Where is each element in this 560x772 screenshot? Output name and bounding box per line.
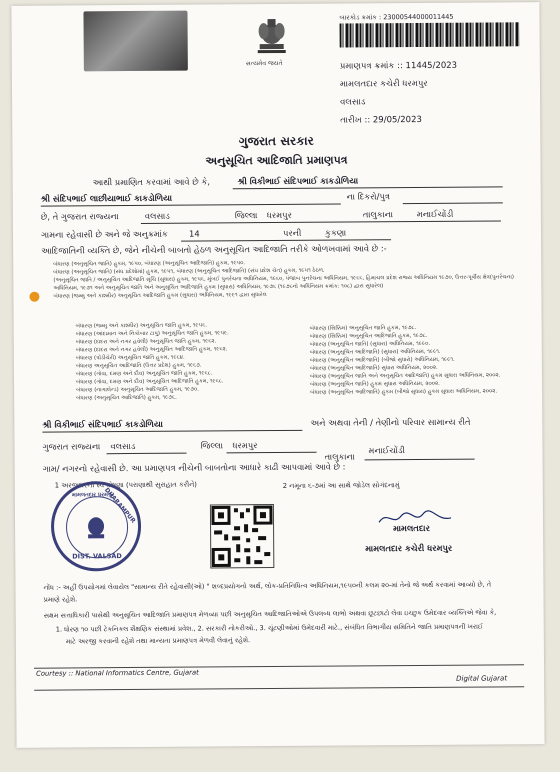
serial-prefix: ગામના રહેવાસી છે અને જે અનુક્રમાંક: [40, 228, 168, 240]
state-prefix: છે, તે ગુજરાત રાજ્યના: [40, 211, 119, 222]
basis-item-1: 1 અરજદારની સ્વ ઘોષણા (પરાણાથી સુરાહાત કરીને): [54, 480, 197, 490]
footer-brand: Digital Gujarat: [456, 674, 508, 683]
order-line: અધિનિયમ, ૧૯૭૧ અને અનુસૂચિત જાતિ અને અનુસૂચિત આદિજાતિ હુકમ (સુધારા) અધિનિયમ, ૧૯૭૬ (૧૯૭૬નો અધિનિયમ ક્રમાંક: ૧૦૮) દ્વારા સુધારેલ): [53, 283, 384, 292]
order-left: બંધારણ (ગોવા, દમણ અને દીવ) અનુસૂચિત જાતિ હુકમ, ૧૯૬૮.: [75, 370, 213, 378]
order-line: બંધારણ (અનુસૂચિત જાતિ) હુકમ, ૧૯૫૦, બંધારણ (અનુસૂચિત આદિજાતિ) હુકમ, ૧૯૫૦.: [53, 260, 246, 268]
order-right: બંધારણ (અનુસૂચિત જાતિ) (સુધારા) અધિનિયમ, ૧૯૯૦.: [309, 340, 431, 348]
order-right: બંધારણ (અનુસૂચિત આદિજાતિ) (સુધારા) અધિનિયમ, ૧૯૯૧.: [309, 348, 441, 356]
seal-emblem-icon: [84, 514, 108, 540]
note-benefits-list: 1. ધોરણ ૧૦ પછી ટેકનિકલ શૈક્ષણિક સંસ્થામાં પ્રવેશ., 2. સરકારી નોકરીઓ., 3. ચૂંટણીઓમાં ઉમેદવારી માટે., સંબંધિત વિભાગીય સમિતિને જાતિ પ્રમાણપત્રની ખરાઈ: [55, 622, 484, 634]
order-left: બંધારણ અનુસૂચિત આદિજાતિ (ઉત્તર પ્રદેશ) હુકમ, ૧૯૬૭.: [75, 362, 202, 370]
serial-suffix: પરની: [282, 227, 302, 238]
signatory-office: મામલતદાર કચેરી ધરમપુર: [365, 542, 453, 554]
order-line: (અનુસૂચિત જાતિ / અનુસૂચિત આદિજાતિ સૂચિ (સુધારા) હુકમ, ૧૯૫૬, મુંબઈ પુનર્રચના અધિનિયમ, ૧૯૬૦, પંજાબ પુનર્રચના અધિનિયમ, ૧૯૬૬, હિમાચલ પ્રદેશ રાજ્ય અધિનિયમ ૧૯૭૦, ઉત્તર-પૂર્વીય ક્ષેત્ર(પુનર્રચના): [53, 274, 515, 284]
order-left: બંધારણ (આંદામાન અને નિકોબાર ટાપુ) અનુસૂચિત જાતિ હુકમ, ૧૯૫૯.: [75, 330, 229, 338]
barcode: [340, 22, 520, 47]
order-left: બંધારણ (જમ્મુ અને કાશ્મીર) અનુસૂચિત જાતિ હુકમ, ૧૯૫૬.: [75, 322, 207, 330]
son-of-label: ના દિકરો/પુત્ર: [346, 191, 391, 202]
certify-prefix: આથી પ્રમાણિત કરવામાં આવે છે કે,: [92, 176, 211, 188]
applicant-photo: [83, 11, 187, 72]
order-right: બંધારણ (અનુસૂચિત આદિજાતિ) (બીજો સુધારો) અધિનિયમ, ૧૯૯૧.: [309, 356, 455, 364]
order-left: બંધારણ (પોંડીચેરી) અનુસૂચિત જાતિ હુકમ, ૧૯૬૪.: [75, 354, 185, 362]
order-left: બંધારણ (દાદરા અને નગર હવેલી) અનુસૂચિત જાતિ હુકમ, ૧૯૬૨.: [75, 338, 217, 346]
order-right: બંધારણ (અનુસૂચિત આદિજાતિ) સુધારા અધિનિયમ, ૨૦૦૨.: [309, 364, 438, 372]
order-left: બંધારણ (નાગાલેન્ડ) અનુસૂચિત આદિજાતિ હુકમ, ૧૯૭૦.: [76, 386, 200, 394]
note-residence-end: પ્રમાણે રહેશે.: [43, 595, 78, 604]
serial-number: 14: [188, 228, 200, 239]
resident-name: શ્રી વિકીભાઈ સંદિપભાઈ કાકડોળિયા: [42, 418, 163, 430]
order-right: બંધારણ (અનુસૂચિત જાતિ) હુકમ સુધારા અધિનિયમ, ૨૦૦૨.: [310, 380, 440, 388]
certificate-number: પ્રમાણપત્ર ક્રમાંક :: 11445/2023: [339, 60, 458, 72]
tribe-name: કુકણા: [324, 227, 347, 238]
national-emblem-icon: [253, 14, 289, 58]
resident-taluka: ધરમપુર: [232, 440, 258, 451]
order-left: બંધારણ (દાદરા અને નગર હવેલી) અનુસૂચિત આદિજાતિ હુકમ, ૧૯૬૨.: [75, 346, 228, 354]
issuing-district: વલસાડ: [340, 97, 366, 108]
certificate-title: અનુસૂચિત આદિજાતિ પ્રમાણપત્ર: [205, 153, 348, 168]
qr-code-icon: [210, 504, 274, 568]
taluka-name: ધરમપુર: [266, 209, 292, 221]
district-name: વલસાડ: [144, 210, 170, 221]
district-label: જિલ્લા: [234, 210, 258, 221]
order-right: બંધારણ (સિક્કિમ) અનુસૂચિત આદિજાતિ હુકમ, ૧૯૭૮.: [309, 332, 428, 340]
signatory-title: મામલતદાર: [393, 522, 430, 534]
resident-taluka-label: તાલુકાના: [324, 451, 355, 462]
courtesy-text: Courtesy :: National Informatics Centre, Gujarat: [36, 668, 199, 678]
certificate-sheet: [11, 2, 544, 748]
note-benefits: સક્ષમ સત્તાધિકારી પાસેથી અનુસૂચિત આદિજાતિ પ્રમાણપત્ર મેળવ્યા પછી અનુસૂચિત આદિજાતિઓએ ઉપલબ્ધ લાભો અથવા છૂટછાટો લેવા ઇચ્છુક ઉમેદવાર વ્યક્તિએ જેવા કે,: [43, 608, 497, 620]
footer-divider: [34, 664, 524, 668]
issuing-office: મામલતદાર કચેરી ધરમપુર: [339, 78, 428, 90]
holder-name: શ્રી વિકીભાઈ સંદિપભાઈ કાકડોળિયા: [237, 175, 359, 187]
order-line: બંધારણ (જમ્મુ અને કાશ્મીર) અનુસૂચિત આદિજાતિ હુકમ (સુધારા) અધિનિયમ, ૧૯૯૧ દ્વારા સુધારેલ: [53, 292, 267, 300]
resident-state-prefix: ગુજરાત રાજ્યના: [42, 441, 101, 452]
government-title: ગુજરાત સરકાર: [238, 133, 314, 149]
resident-suffix: અને અથવા તેની / તેણીનો પરિવાર સામાન્ય રીતે: [310, 416, 471, 428]
resident-district: વલસાડ: [110, 440, 136, 452]
resident-village: મનાઈચોંડી: [368, 445, 406, 456]
order-right: બંધારણ (અનુસૂચિત જાતિ અને અનુસૂચિત આદિજાતિ) હુકમ સુધારા અધિનિયમ, ૨૦૦૨.: [309, 372, 501, 380]
note-residence: નોંધ :- અહીં ઉપયોગમાં લેવાયેલ "સામાન્ય રીતે રહેવાસી(ઓ) " શબ્દપ્રયોગનો અર્થ, લોક-પ્રતિનિધિત્વ અધિનિયમ,૧૯૫૦ની કલમ ૨૦-માં તેનો જે અર્થ કરવામાં આવ્યો છે, તે: [43, 580, 492, 592]
father-name: શ્રી સંદિપભાઈ લાછીયાભાઈ કાકડોળિયા: [40, 192, 173, 204]
issue-date: તારીખ :: 29/05/2023: [340, 114, 422, 126]
recognition-line: આદિજાતિની વ્યક્તિ છે, જેને નીચેની બાબતો હેઠળ અનુસૂચિત આદિજાતિ તરીકે ઓળખવામાં આવે છે :-: [41, 243, 387, 256]
barcode-number: બારકોડ ક્રમાંક : 23000544000011445: [339, 12, 454, 22]
note-benefits-end: માટે અરજી કરવાની રહેશે તથા માન્યતા પ્રમાણપત્ર મેળવી લેવાનું રહેશે.: [65, 636, 251, 646]
resident-district-label: જિલ્લા: [200, 440, 224, 451]
emblem-label: સત્યમેવ જયતે: [245, 59, 283, 68]
taluka-label: તાલુકાના: [362, 209, 394, 220]
order-left: બંધારણ (અનુસૂચિત આદિજાતિ) હુકમ, ૧૯૭૬.: [76, 394, 177, 402]
village-name: મનાઈચોંડી: [416, 208, 454, 220]
basis-item-2: 2 નમૂના ૬-૭માં આ સાથે જોડેલ સોગંદનામું: [282, 481, 400, 490]
order-right: બંધારણ (સિક્કિમ) અનુસૂચિત જાતિ હુકમ, ૧૯૭૮.: [309, 325, 417, 332]
order-line: બંધારણ (અનુસૂચિત જાતિ) (સંઘ પ્રદેશોમાં) હુકમ, ૧૯૫૧, બંધારણ (અનુસૂચિત આદિજાતિ) (સંઘ પ્રદેશ ચેત) હુકમ, ૧૯૫૧ ઠેઠળ.: [53, 267, 325, 276]
office-seal: મામલતદાર ધરમપુર DHARAMPUR DIST. VALSAD: [51, 481, 142, 572]
punch-hole: [29, 292, 39, 302]
basis-intro: ગામ/ નગરનો રહેવાસી છે. આ પ્રમાણપત્ર નીચેની બાબતોના આધારે કાઢી આપવામાં આવે છે :: [42, 461, 346, 474]
order-left: બંધારણ (ગોવા, દમણ અને દીવ) અનુસૂચિત આદિજાતિ હુકમ, ૧૯૬૮.: [76, 378, 224, 386]
order-right: બંધારણ (અનુસૂચિત આદિજાતિ) હુકમ (બીજો સુધારા) હુકમ સુધારા અધિનિયમ, ૨૦૦૨.: [310, 388, 498, 396]
